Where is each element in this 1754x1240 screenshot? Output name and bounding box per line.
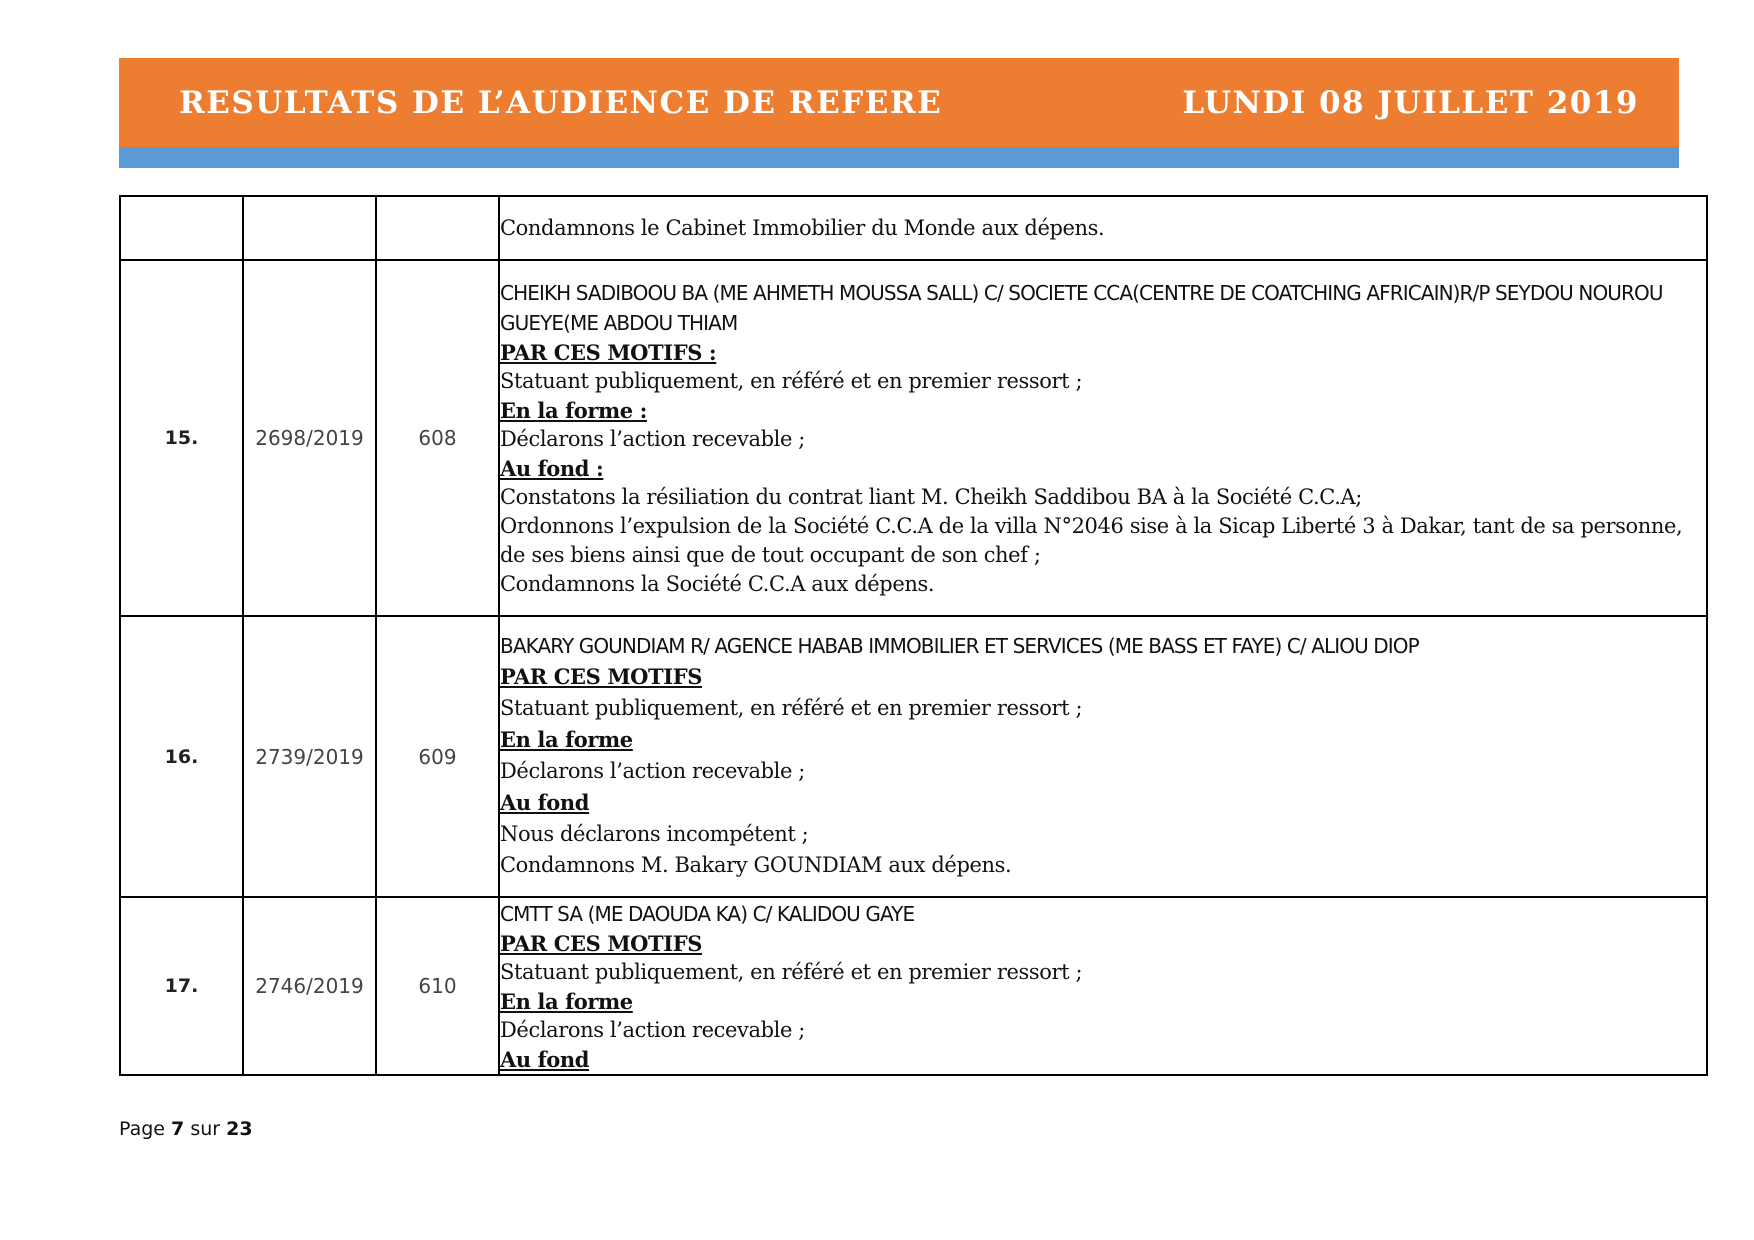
row-number: 17.	[120, 897, 243, 1075]
table-row	[120, 260, 1707, 616]
ruling-line: Statuant publiquement, en référé et en premier ressort ;	[500, 959, 1083, 984]
section-heading: Au fond :	[500, 455, 604, 481]
register-number: 608	[376, 260, 499, 616]
section-heading: En la forme	[500, 988, 633, 1014]
section-heading: Au fond	[500, 790, 590, 816]
ruling-line: Déclarons l’action recevable ;	[500, 758, 805, 783]
case-parties: CMTT SA (ME DAOUDA KA) C/ KALIDOU GAYE	[500, 901, 915, 926]
table-row	[120, 897, 1707, 1075]
section-heading: PAR CES MOTIFS :	[500, 339, 717, 365]
table-row	[120, 196, 1707, 260]
ruling-line: Constatons la résiliation du contrat liant M. Cheikh Saddibou BA à la Société C.C.A;	[500, 484, 1362, 509]
row-number: 16.	[120, 616, 243, 897]
case-parties: CHEIKH SADIBOOU BA (ME AHMETH MOUSSA SALL) C/ SOCIETE CCA(CENTRE DE COATCHING AFRICAIN)R/P SEYDOU NOUROU GUEYE(ME ABDOU THIAM	[500, 280, 1663, 335]
header-blue-stripe	[119, 147, 1679, 168]
table-row	[120, 616, 1707, 897]
ruling-cell	[499, 616, 1707, 897]
case-number: 2746/2019	[243, 897, 376, 1075]
ruling-line: Nous déclarons incompétent ;	[500, 821, 809, 846]
ruling-cell	[499, 260, 1707, 616]
page-number: 7	[171, 1118, 185, 1140]
row-number: 15.	[120, 260, 243, 616]
ruling-line: Déclarons l’action recevable ;	[500, 426, 805, 451]
ruling-line: Statuant publiquement, en référé et en premier ressort ;	[500, 695, 1083, 720]
page-separator: sur	[190, 1118, 221, 1140]
page-total: 23	[226, 1118, 253, 1140]
register-number: 610	[376, 897, 499, 1075]
register-number: 609	[376, 616, 499, 897]
hearing-date: LUNDI 08 JUILLET 2019	[1182, 84, 1639, 121]
page-label: Page	[119, 1118, 165, 1140]
ruling-line: Condamnons le Cabinet Immobilier du Monde aux dépens.	[500, 215, 1105, 240]
header-orange-band	[119, 58, 1679, 147]
header-banner	[119, 58, 1679, 168]
section-heading: En la forme :	[500, 397, 648, 423]
judgments-table	[119, 195, 1708, 1076]
section-heading: Au fond	[500, 1046, 590, 1072]
ruling-line: Condamnons la Société C.C.A aux dépens.	[500, 571, 935, 596]
ruling-cell	[499, 196, 1707, 260]
ruling-line: Condamnons M. Bakary GOUNDIAM aux dépens.	[500, 853, 1012, 878]
section-heading: PAR CES MOTIFS	[500, 664, 702, 690]
ruling-line: Déclarons l’action recevable ;	[500, 1017, 805, 1042]
case-number: 2739/2019	[243, 616, 376, 897]
section-heading: En la forme	[500, 727, 633, 753]
ruling-cell	[499, 897, 1707, 1075]
page-footer	[119, 1118, 253, 1140]
register-number	[376, 196, 499, 260]
document-title: RESULTATS DE L’AUDIENCE DE REFERE	[179, 84, 943, 121]
case-number: 2698/2019	[243, 260, 376, 616]
section-heading: PAR CES MOTIFS	[500, 930, 702, 956]
case-number	[243, 196, 376, 260]
ruling-line: Statuant publiquement, en référé et en premier ressort ;	[500, 368, 1083, 393]
case-parties: BAKARY GOUNDIAM R/ AGENCE HABAB IMMOBILIER ET SERVICES (ME BASS ET FAYE) C/ ALIOU DIOP	[500, 634, 1419, 659]
ruling-line: Ordonnons l’expulsion de la Société C.C.A de la villa N°2046 sise à la Sicap Liberté 3 à Dakar, tant de sa personne, de ses biens ainsi que de tout occupant de son chef ;	[500, 513, 1683, 567]
row-number	[120, 196, 243, 260]
